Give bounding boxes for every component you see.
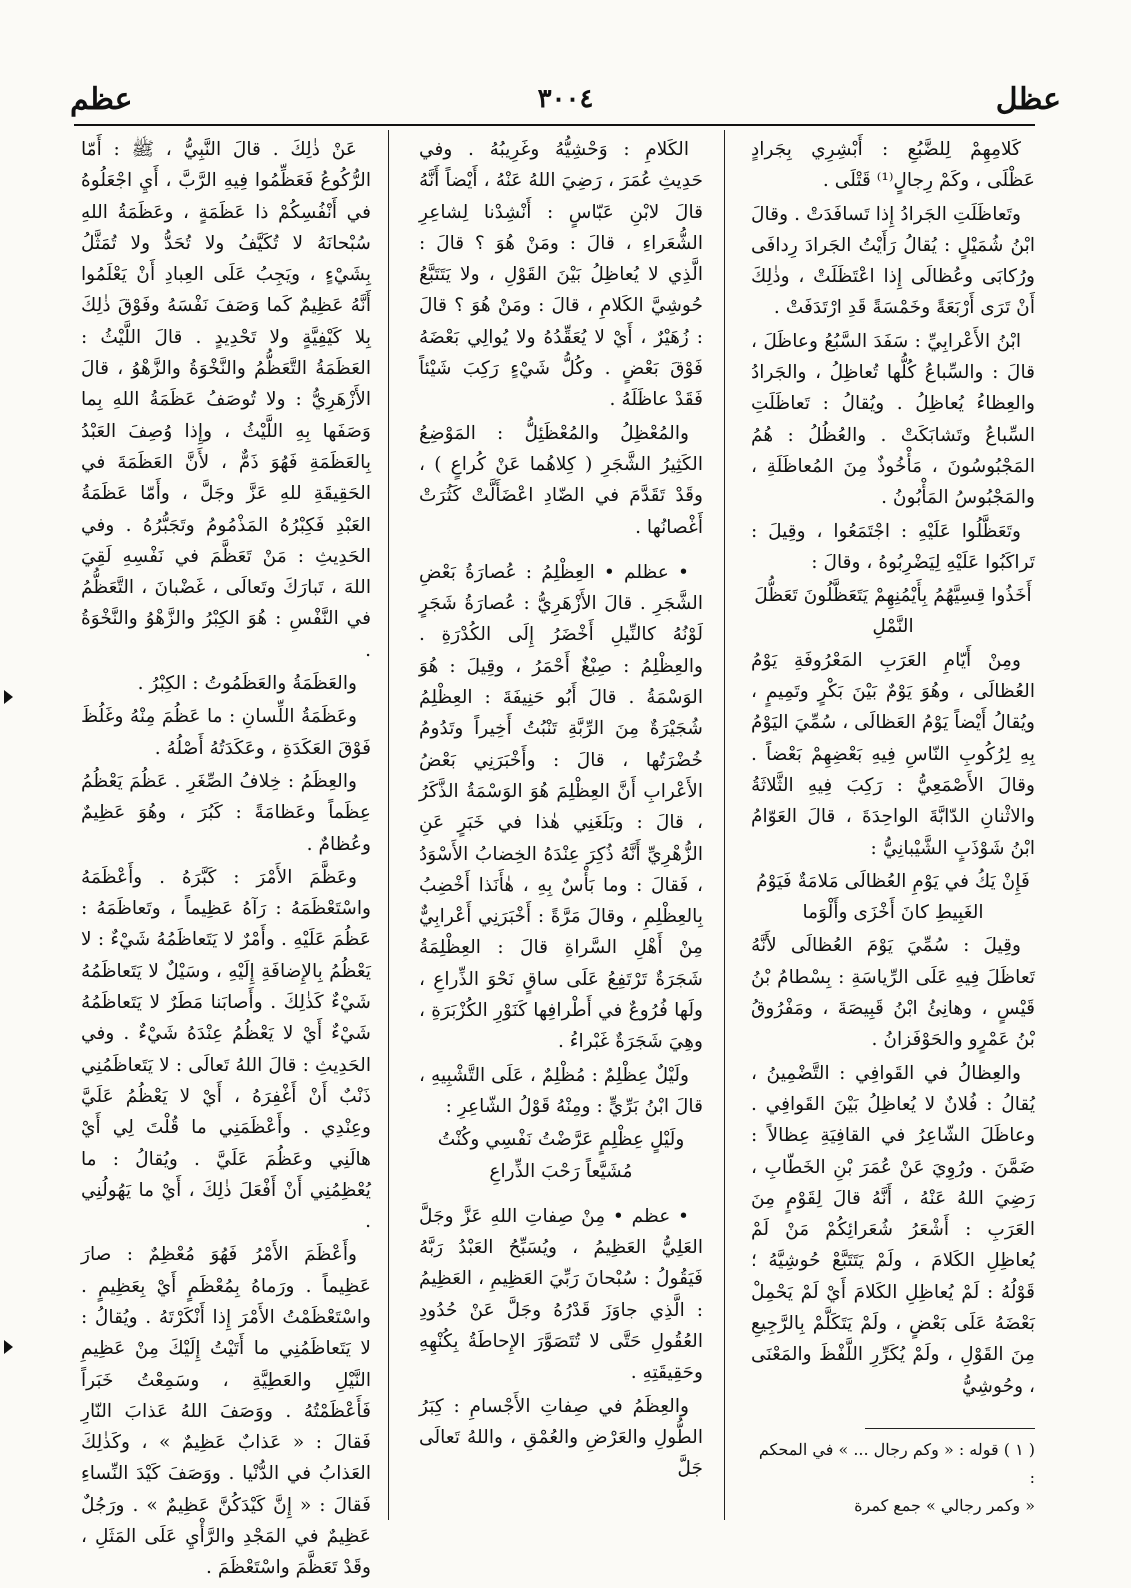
header-root-word-right: عظل: [995, 82, 1061, 117]
verse: ولَيْلٍ عِظْلِمٍ عَرَّضْتُ نَفْسِي وكُنْتُ مُشَيَّعاً رَحْبَ الذِّراعِ: [437, 1129, 685, 1182]
column-divider: [388, 130, 389, 1520]
footnote-line: ( ١ ) قوله : « وكم رجال ... » في المحكم :: [758, 1440, 1035, 1487]
footnote-rule: [865, 1428, 1035, 1429]
verse: أَخَذُوا قِسِيَّهُمُ بِأَيْمُنِهِمْ يَتَعَظَّلُونَ تَعَظُّلَ النَّمْلِ: [754, 585, 1032, 638]
paragraph: والعِظَمُ : خِلافُ الصِّغَرِ . عَظُمَ يَعْظُمُ عِظَماً وعَظامَةً : كَبُرَ ، وهُوَ عَظِيمٌ وعُظامٌ .: [81, 770, 371, 855]
entry-azlam: • عظلم • العِظْلِمُ : عُصارَةُ بَعْضِ الشَّجَرِ . قالَ الأَزْهَرِيُّ : عُصارَةُ شَجَرٍ لَوْنُهُ كالنِّيلِ أَخْضَرُ إِلَى الكُدْرَةِ . والعِظْلِمُ : صِبْغٌ أَحْمَرُ ، وقِيلَ : هُوَ الوَسْمَةُ . قالَ أَبُو حَنِيفَةَ : العِظْلِمُ شُجَيْرَةٌ مِنَ الرِّبَّةِ تَنْبُتُ أَخِيراً وتَدُومُ خُضْرَتُها ، قالَ : وأَخْبَرَنِي بَعْضُ الأَعْرابِ أَنَّ العِظْلِمَ هُوَ الوَسْمَةُ الذَّكَرُ ، قالَ : وبَلَغَنِي هٰذا في خَبَرٍ عَنِ الزُّهْرِيِّ أَنَّهُ ذُكِرَ عِنْدَهُ الخِضابُ الأَسْوَدُ ، فَقالَ : وما بَأْسٌ بِهِ ، هٰأَنَذا أَخْضِبُ بِالعِظْلِمِ ، وقالَ مَرَّةً : أَخْبَرَنِي أَعْرابِيٌّ مِنْ أَهْلِ السَّراةِ قالَ : العِظْلِمَةُ شَجَرَةٌ تَرْتَفِعُ عَلَى ساقٍ نَحْوَ الذِّراعِ ، ولَها فُرُوعٌ في أَطْرافِها كَنَوْرِ الكُزْبَرَةِ ، وهِيَ شَجَرَةٌ غَبْراءُ .: [419, 561, 703, 1053]
column-middle: [419, 134, 703, 1514]
paragraph: كَلامِهِمْ لِلضَّبُعِ : أَبْشِرِي بِجَرادٍ عَظْلَى ، وكَمْ رِجالٍ⁽¹⁾ قَتْلَى .: [751, 139, 1035, 192]
header-root-word-left: عظم: [70, 82, 133, 117]
paragraph: والعَظَمَةُ والعَظَمُوتُ : الكِبْرُ .: [137, 673, 357, 695]
margin-arrow-icon: [4, 1340, 13, 1354]
paragraph: وقِيلَ : سُمِّيَ يَوْمَ العُظالَى لأَنَّهُ تَعاظَلَ فِيهِ عَلَى الرِّياسَةِ : بِسْطامُ بْنُ قَيْسٍ ، وهانِئُ ابْنُ قَبِيصَةَ ، ومَفْرُوقُ بْنُ عَمْرٍو والحَوْفَزانُ .: [751, 935, 1035, 1051]
paragraph: وأَعْظَمَ الأَمْرُ فَهُوَ مُعْظِمٌ : صارَ عَظِيماً . ورَماهُ بِمُعْظَمٍ أَيْ بِعَظِيمٍ . واسْتَعْظَمْتُ الأَمْرَ إِذا أَنْكَرْتَهُ . ويُقالُ : لا يَتَعاظَمُنِي ما أَتَيْتُ إِلَيْكَ مِنْ عَظِيمِ النَّيْلِ والعَطِيَّةِ ، وسَمِعْتُ خَبَراً فَأَعْظَمْتُهُ . ووَصَفَ اللهُ عَذابَ النّارِ فَقالَ : « عَذابٌ عَظِيمٌ » ، وكَذٰلِكَ العَذابُ في الدُّنْيا . ووَصَفَ كَيْدَ النِّساءِ فَقالَ : « إِنَّ كَيْدَكُنَّ عَظِيمٌ » . ورَجُلٌ عَظِيمٌ في المَجْدِ والرَّأْيِ عَلَى المَثَلِ ، وقَدْ تَعَظَّمَ واسْتَعْظَمَ .: [81, 1244, 371, 1579]
column-divider: [724, 130, 725, 1520]
paragraph: وعَظَّمَ الأَمْرَ : كَبَّرَهُ . وأَعْظَمَهُ واسْتَعْظَمَهُ : رَآهُ عَظِيماً ، وتَعاظَمَهُ : عَظُمَ عَلَيْهِ . وأَمْرٌ لا يَتَعاظَمُهُ شَيْءٌ : لا يَعْظُمُ بِالإِضافَةِ إِلَيْهِ ، وسَيْلٌ لا يَتَعاظَمُهُ شَيْءٌ كَذٰلِكَ . وأَصابَنا مَطَرٌ لا يَتَعاظَمُهُ شَيْءٌ أَيْ لا يَعْظُمُ عِنْدَهُ شَيْءٌ . وفي الحَدِيثِ : قالَ اللهُ تَعالَى : لا يَتَعاظَمُنِي ذَنْبٌ أَنْ أَغْفِرَهُ ، أَيْ لا يَعْظُمُ عَلَيَّ وعِنْدِي . وأَعْظَمَنِي ما قُلْتَ لِي أَيْ هالَنِي وعَظُمَ عَلَيَّ . ويُقالُ : ما يُعْظِمُنِي أَنْ أَفْعَلَ ذٰلِكَ ، أَيْ ما يَهُولُنِي .: [81, 866, 371, 1233]
paragraph: ومِنْ أَيّامِ العَرَبِ المَعْرُوفَةِ يَوْمُ العُظالَى ، وهُوَ يَوْمٌ بَيْنَ بَكْرٍ وتَمِيمٍ ، ويُقالُ أَيْضاً يَوْمُ العَظالَى ، سُمِّيَ اليَوْمُ بِهِ لِرُكُوبِ النّاسِ فِيهِ بَعْضِهِمْ بَعْضاً . وقالَ الأَصْمَعِيُّ : رَكِبَ فِيهِ الثَّلاثَةُ والاثْنانِ الدّابَّةَ الواحِدَةَ ، قالَ العَوّامُ ابْنُ شَوْذَبٍ الشَّيْبانِيُّ :: [751, 649, 1035, 859]
header-rule: [74, 124, 1035, 126]
paragraph: ولَيْلٌ عِظْلِمٌ : مُظْلِمٌ ، عَلَى التَّشْبِيهِ ، قالَ ابْنُ بَرِّيٍّ : ومِنْهُ قَوْلُ الشّاعِرِ :: [419, 1064, 703, 1117]
paragraph: والعِظالُ في القَوافِي : التَّضْمِينُ ، يُقالُ : فُلانٌ لا يُعاظِلُ بَيْنَ القَوافِي . وعاظَلَ الشّاعِرُ في القافِيَةِ عِظالاً : ضَمَّنَ . ورُوِيَ عَنْ عُمَرَ بْنِ الخَطّابِ ، رَضِيَ اللهُ عَنْهُ ، أَنَّهُ قالَ لِقَوْمٍ مِنَ العَرَبِ : أَشْعَرُ شُعَرائِكُمْ مَنْ لَمْ يُعاظِلِ الكَلامَ ، ولَمْ يَتَتَبَّعْ حُوشِيَّهُ ؛ قَوْلُهُ : لَمْ يُعاظِلِ الكَلامَ أَيْ لَمْ يَحْمِلْ بَعْضَهُ عَلَى بَعْضٍ ، ولَمْ يَتَكَلَّمْ بِالرَّجِيعِ مِنَ القَوْلِ ، ولَمْ يُكَرِّرِ اللَّفْظَ والمَعْنَى ، وحُوشِيُّ: [751, 1062, 1035, 1397]
page-number: ٣٠٠٤: [537, 84, 594, 114]
paragraph: عَنْ ذٰلِكَ . قالَ النَّبِيُّ ، ﷺ : أَمّا الرُّكُوعُ فَعَظِّمُوا فِيهِ الرَّبَّ ، أَيِ اجْعَلُوهُ في أَنْفُسِكُمْ ذا عَظَمَةٍ ، وعَظَمَةُ اللهِ سُبْحانَهُ لا تُكَيَّفُ ولا تُحَدُّ ولا تُمَثَّلُ بِشَيْءٍ ، ويَجِبُ عَلَى العِبادِ أَنْ يَعْلَمُوا أَنَّهُ عَظِيمٌ كَما وَصَفَ نَفْسَهُ وفَوْقَ ذٰلِكَ بِلا كَيْفِيَّةٍ ولا تَحْدِيدٍ . قالَ اللَّيْثُ : العَظَمَةُ التَّعَظُّمُ والنَّخْوَةُ والزَّهْوُ ، قالَ الأَزْهَرِيُّ : ولا تُوصَفُ عَظَمَةُ اللهِ بِما وَصَفَها بِهِ اللَّيْثُ ، وإِذا وُصِفَ العَبْدُ بِالعَظَمَةِ فَهُوَ ذَمٌّ ، لأَنَّ العَظَمَةَ في الحَقِيقَةِ للهِ عَزَّ وجَلَّ ، وأَمّا عَظَمَةُ العَبْدِ فَكِبْرُهُ المَذْمُومُ وتَجَبُّرُهُ . وفي الحَدِيثِ : مَنْ تَعَظَّمَ في نَفْسِهِ لَقِيَ اللهَ ، تَبارَكَ وتَعالَى ، غَضْبانَ ، التَّعَظُّمُ في النَّفْسِ : هُوَ الكِبْرُ والزَّهْوُ والنَّخْوَةُ .: [81, 139, 371, 661]
paragraph: وتَعَظَّلُوا عَلَيْهِ : اجْتَمَعُوا ، وقِيلَ : تَراكَبُوا عَلَيْهِ لِيَضْرِبُوهُ ، وقالَ :: [751, 520, 1035, 573]
column-right: [751, 134, 1035, 1514]
paragraph: والعِظَمُ في صِفاتِ الأَجْسامِ : كِبَرُ الطُّولِ والعَرْضِ والعُمْقِ ، واللهُ تَعالَى جَلَّ: [419, 1395, 703, 1480]
verse: فَإِنْ يَكُ في يَوْمِ العُظالَى مَلامَةٌ فَيَوْمُ الغَبِيطِ كانَ أَخْزَى وأَلْوَما: [756, 870, 1030, 924]
footnotes: [751, 1436, 1035, 1520]
paragraph: الكَلامِ : وَحْشِيُّهُ وغَرِيبُهُ . وفي حَدِيثِ عُمَرَ ، رَضِيَ اللهُ عَنْهُ ، أَيْضاً أَنَّهُ قالَ لابْنِ عَبّاسٍ : أَنْشِدْنا لِشاعِرِ الشُّعَراءِ ، قالَ : ومَنْ هُوَ ؟ قالَ : الَّذِي لا يُعاظِلُ بَيْنَ القَوْلِ ، ولا يَتَتَبَّعُ حُوشِيَّ الكَلامِ ، قالَ : ومَنْ هُوَ ؟ قالَ : زُهَيْرٌ ، أَيْ لا يُعَقِّدُهُ ولا يُوالِي بَعْضَهُ فَوْقَ بَعْضٍ . وكُلُّ شَيْءٍ رَكِبَ شَيْئاً فَقَدْ عاظَلَهُ .: [419, 139, 703, 411]
column-left: [81, 134, 371, 1579]
footnote-line: « وكمر رجالي » جمع كمرة: [854, 1496, 1035, 1515]
page-header: [70, 78, 1061, 122]
paragraph: ابْنُ الأَعْرابِيِّ : سَفَدَ السَّبُعُ وعاظَلَ ، قالَ : والسِّباعُ كُلُّها تُعاظِلُ ، والجَرادُ والعِظاءُ يُعاظِلُ . ويُقالُ : تَعاظَلَتِ السِّباعُ وتَشابَكَتْ . والعُظُلُ : هُمُ المَجْبُوسُونَ ، مَأْخُوذٌ مِنَ المُعاظَلَةِ ، والمَجْبُوسُ المَأْبُونُ .: [751, 330, 1035, 509]
paragraph: والمُعْظِلُ والمُعْظَئِلُّ : المَوْضِعُ الكَثِيرُ الشَّجَرِ ( كِلاهُما عَنْ كُراعٍ ) ، وقَدْ تَقَدَّمَ في الضّادِ اعْضَأَلَّتْ كَثُرَتْ أَغْصانُها .: [419, 422, 703, 538]
paragraph: وتَعاظَلَتِ الجَرادُ إِذا تَسافَدَتْ . وقالَ ابْنُ شُمَيْلٍ : يُقالُ رَأَيْتُ الجَرادَ رِدافَى ورُكابَى وعُظالَى إِذا اعْتَظَلَتْ ، وذٰلِكَ أَنْ تَرَى أَرْبَعَةً وخَمْسَةً قَدِ ارْتَدَفَتْ .: [751, 203, 1035, 319]
entry-azm: • عظم • مِنْ صِفاتِ اللهِ عَزَّ وجَلَّ العَلِيُّ العَظِيمُ ، ويُسَبِّحُ العَبْدُ رَبَّهُ فَيَقُولُ : سُبْحانَ رَبِّيَ العَظِيمِ ، العَظِيمُ : الَّذِي جاوَزَ قَدْرُهُ وجَلَّ عَنْ حُدُودِ العُقُولِ حَتَّى لا تُتَصَوَّرَ الإِحاطَةُ بِكُنْهِهِ وحَقِيقَتِهِ .: [419, 1205, 703, 1384]
margin-arrow-icon: [4, 690, 13, 704]
paragraph: وعَظَمَةُ اللِّسانِ : ما عَظُمَ مِنْهُ وغَلُظَ فَوْقَ العَكَدَةِ ، وعَكَدَتُهُ أَصْلُهُ .: [81, 706, 371, 759]
